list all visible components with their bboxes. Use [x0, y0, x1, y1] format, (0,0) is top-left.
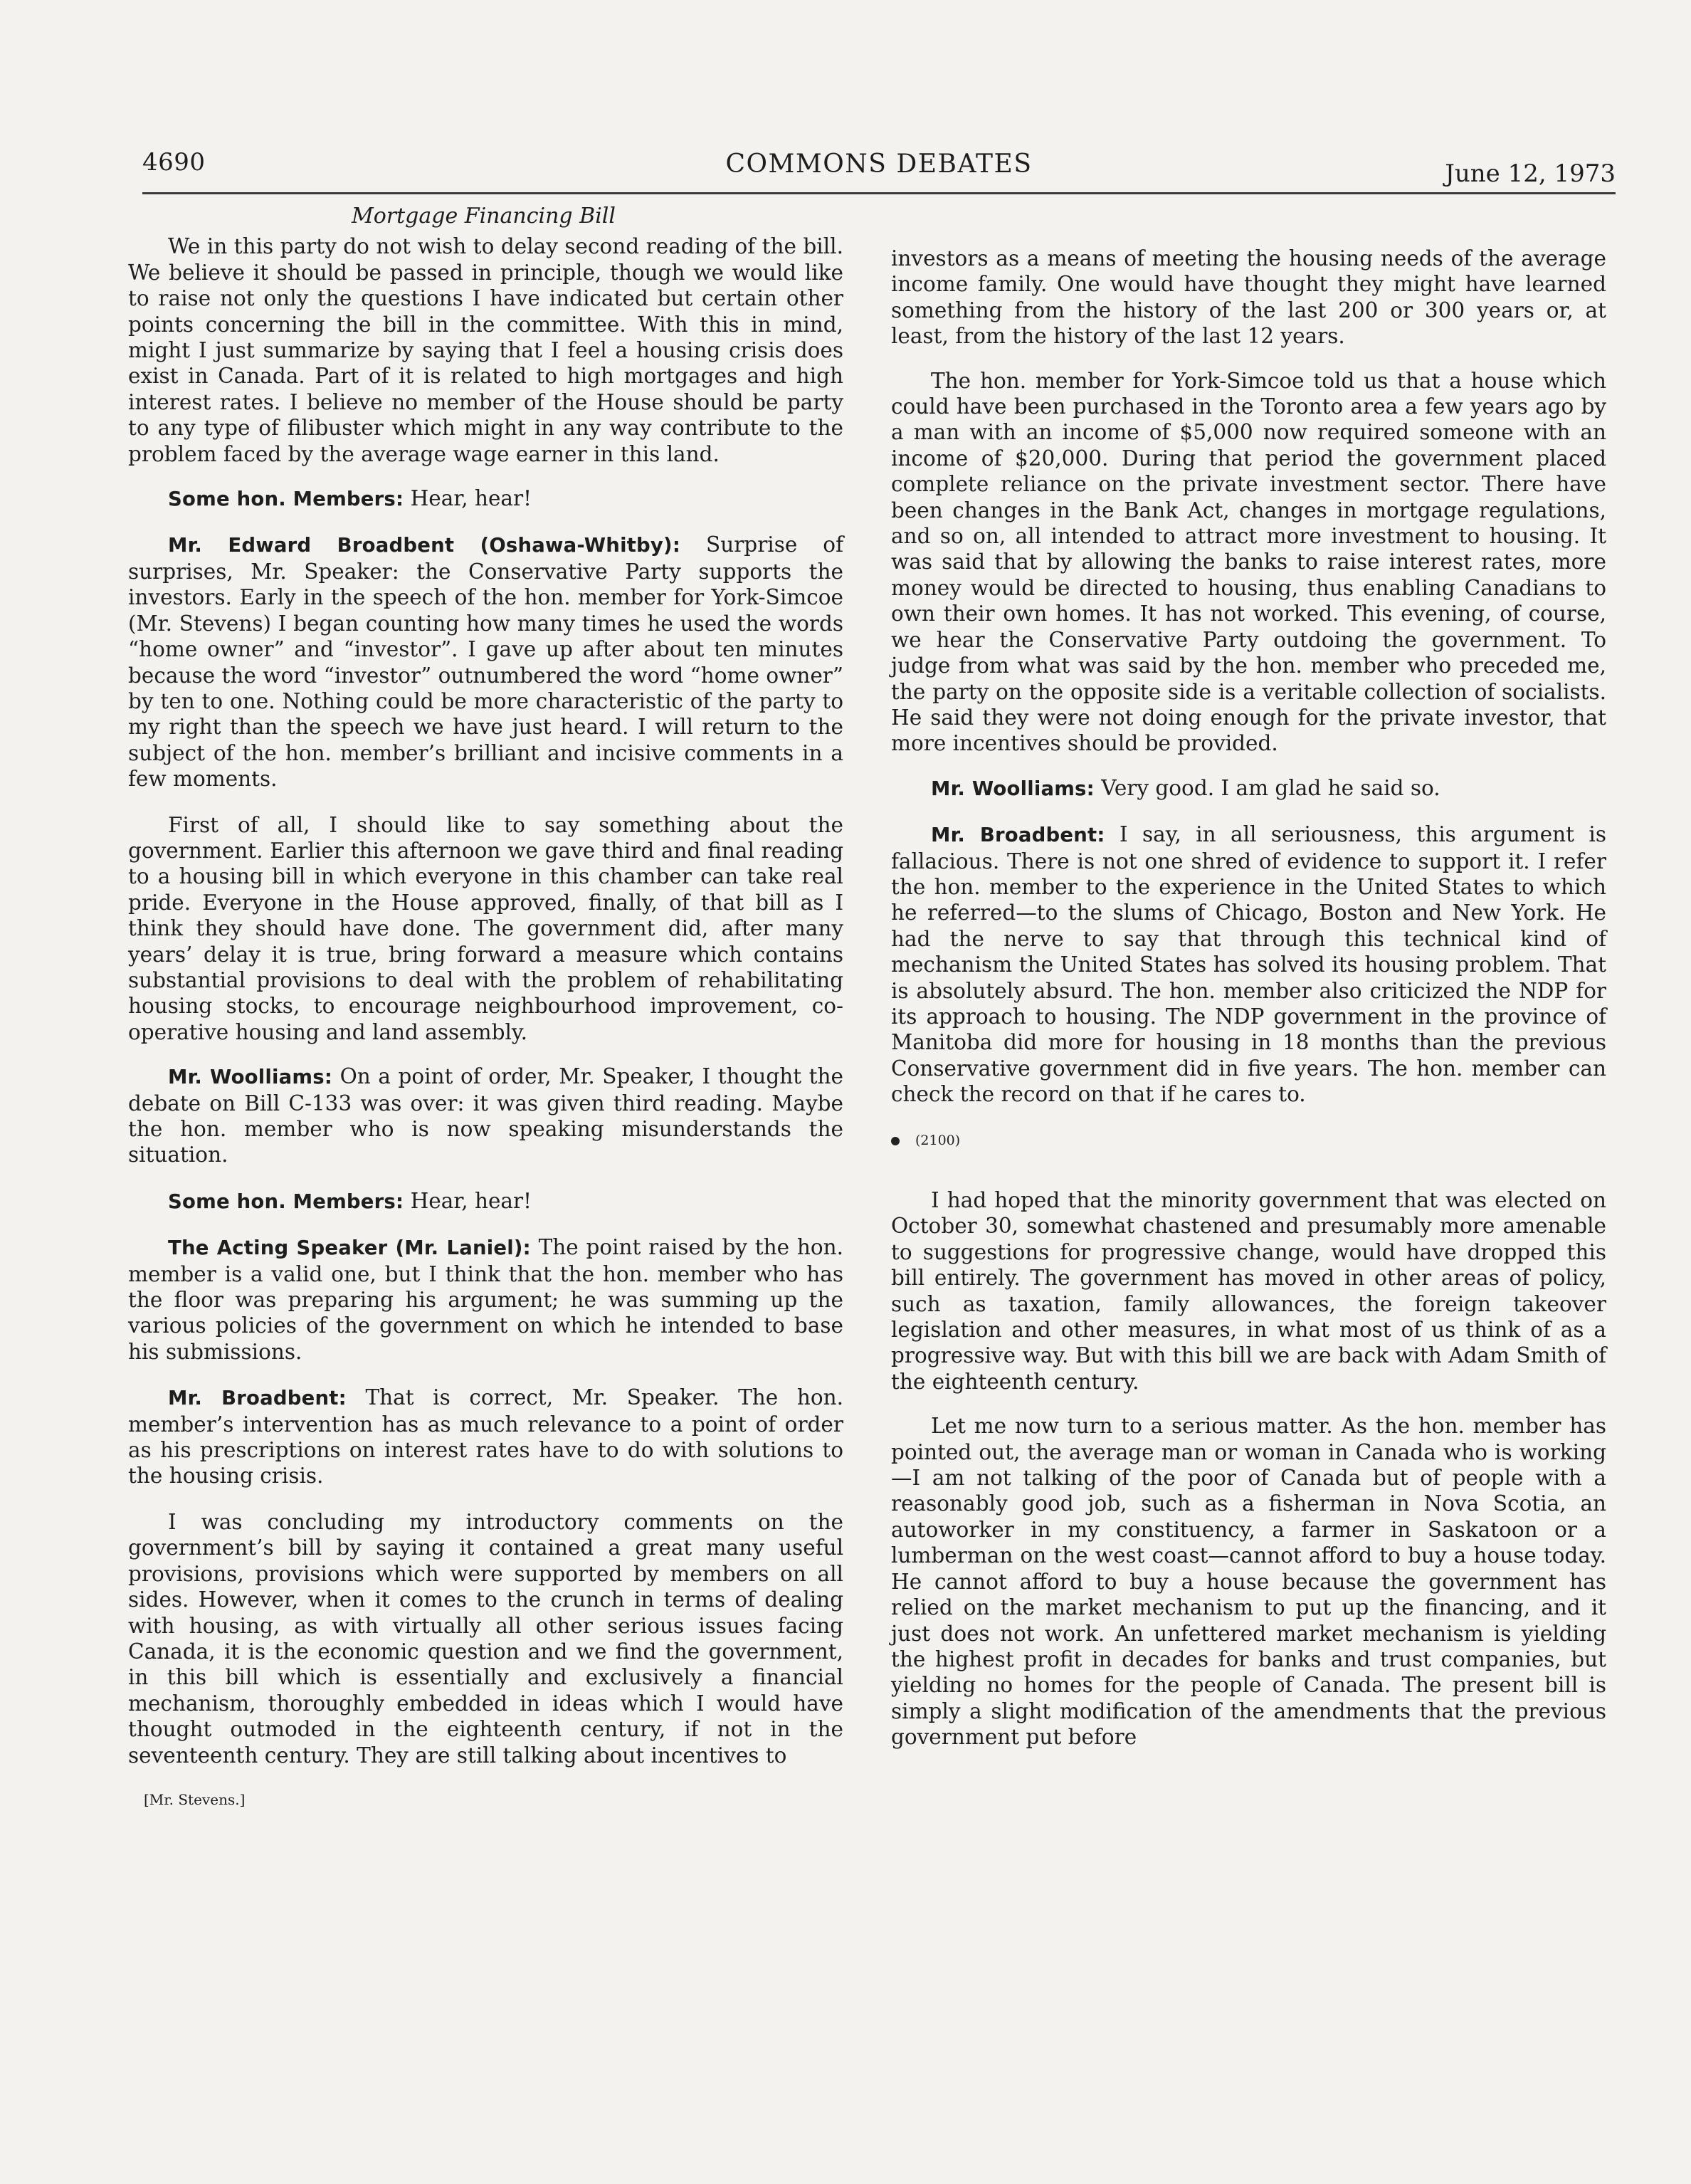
- paragraph-text: Hear, hear!: [410, 1188, 532, 1213]
- speaker-name: Mr. Broadbent:: [931, 824, 1105, 847]
- paragraph: [891, 368, 1606, 757]
- paragraph: [128, 1064, 843, 1168]
- page-header: [142, 142, 1616, 194]
- bullet-icon: [891, 1137, 900, 1145]
- time-stamp-text: (2100): [915, 1132, 961, 1148]
- speaker-name: The Acting Speaker (Mr. Laniel):: [168, 1237, 531, 1260]
- speaker-name: Some hon. Members:: [168, 1190, 404, 1213]
- paragraph: [891, 1413, 1606, 1750]
- paragraph-text: investors as a means of meeting the housing needs of the average income family. One would have thought they might have learned something from the history of the last 200 or 300 years or, at least, from the history of the last 12 years.: [891, 246, 1606, 349]
- speaker-name: Mr. Edward Broadbent (Oshawa-Whitby):: [168, 534, 681, 557]
- paragraph-text: Very good. I am glad he said so.: [1101, 775, 1440, 800]
- paragraph-text: On a point of order, Mr. Speaker, I thought the debate on Bill C-133 was over: it was given third reading. Maybe the hon. member who is now speaking misunderstands the situation.: [128, 1064, 843, 1167]
- time-stamp: [891, 1128, 1606, 1153]
- page-date: June 12, 1973: [1445, 159, 1616, 188]
- paragraph: [128, 812, 843, 1046]
- speaker-name: Mr. Broadbent:: [168, 1387, 347, 1410]
- running-head: COMMONS DEBATES: [725, 149, 1033, 179]
- speaker-name: Some hon. Members:: [168, 488, 404, 511]
- paragraph: [891, 246, 1606, 350]
- paragraph-text: We in this party do not wish to delay second reading of the bill. We believe it should be passed in principle, though we would like to raise not only the questions I have indicated but certain other points concerning the bill in the committee. With this in mind, might I just summarize by saying that I feel a housing crisis does exist in Canada. Part of it is related to high mortgages and high interest rates. I believe no member of the House should be party to any type of filibuster which might in any way contribute to the problem faced by the average wage earner in this land.: [128, 234, 843, 466]
- speaker-footer-note: [Mr. Stevens.]: [144, 1790, 246, 1808]
- paragraph: [128, 532, 843, 792]
- speaker-name: Mr. Woolliams:: [168, 1066, 333, 1089]
- right-column-bottom-paragraphs: [891, 1187, 1606, 1750]
- paragraph: [891, 775, 1606, 802]
- paragraph: [128, 233, 843, 467]
- paragraph-text: First of all, I should like to say something about the government. Earlier this afternoon we gave third and final reading to a housing bill in which everyone in this chamber can take real pride. Everyone in the House approved, finally, of that bill as I think they should have done. The government did, after many years’ delay it is true, bring forward a measure which contains substantial provisions to deal with the problem of rehabilitating housing stocks, to encourage neighbourhood improvement, co-operative housing and land assembly.: [128, 812, 843, 1044]
- paragraph-text: The point raised by the hon. member is a valid one, but I think that the hon. member who has the floor was preparing his argument; he was summing up the various policies of the government on which he intended to base his submissions.: [128, 1235, 843, 1364]
- paragraph-text: The hon. member for York-Simcoe told us that a house which could have been purchased in the Toronto area a few years ago by a man with an income of $5,000 now required someone with an income of $20,000. During that period the government placed complete reliance on the private investment sector. There have been changes in the Bank Act, changes in mortgage regulations, and so on, all intended to attract more investment to housing. It was said that by allowing the banks to raise interest rates, more money would be directed to housing, thus enabling Canadians to own their own homes. It has not worked. This evening, of course, we hear the Conservative Party outdoing the government. To judge from what was said by the hon. member who preceded me, the party on the opposite side is a veritable collection of socialists. He said they were not doing enough for the private investor, that more incentives should be provided.: [891, 368, 1606, 756]
- paragraph: [891, 1187, 1606, 1395]
- paragraph: [128, 1509, 843, 1768]
- right-column: [891, 246, 1606, 1769]
- paragraph: [128, 1188, 843, 1214]
- paragraph-text: That is correct, Mr. Speaker. The hon. member’s intervention has as much relevance to a point of order as his prescriptions on interest rates have to do with solutions to the housing crisis.: [128, 1385, 844, 1489]
- page-number: 4690: [142, 148, 206, 177]
- paragraph: [128, 1234, 843, 1365]
- paragraph-text: Surprise of surprises, Mr. Speaker: the Conservative Party supports the investors. Early in the speech of the hon. member for York-Simcoe (Mr. Stevens) I began counting how many times he used the words “home owner” and “investor”. I gave up after about ten minutes because the word “investor” outnumbered the word “home owner” by ten to one. Nothing could be more characteristic of the party to my right than the speech we have just heard. I will return to the subject of the hon. member’s brilliant and incisive comments in a few moments.: [128, 532, 843, 792]
- paragraph-text: Hear, hear!: [410, 486, 532, 511]
- paragraph-text: I had hoped that the minority government that was elected on October 30, somewhat chastened and presumably more amenable to suggestions for progressive change, would have dropped this bill entirely. The government has moved in other areas of policy, such as taxation, family allowances, the foreign takeover legislation and other measures, in what most of us think of as a progressive way. But with this bill we are back with Adam Smith of the eighteenth century.: [891, 1188, 1606, 1394]
- paragraph-text: Let me now turn to a serious matter. As the hon. member has pointed out, the average man or woman in Canada who is working—I am not talking of the poor of Canada but of people with a reasonably good job, such as a fisherman in Nova Scotia, an autoworker in my constituency, a farmer in Saskatoon or a lumberman on the west coast—cannot afford to buy a house today. He cannot afford to buy a house because the government has relied on the market mechanism to put up the financing, and it just does not work. An unfettered market mechanism is yielding the highest profit in decades for banks and trust companies, but yielding no homes for the people of Canada. The present bill is simply a slight modification of the amendments that the previous government put before: [891, 1414, 1606, 1750]
- speaker-name: Mr. Woolliams:: [931, 777, 1095, 800]
- paragraph: [128, 485, 843, 512]
- left-column: [128, 204, 843, 1812]
- paragraph-text: I was concluding my introductory comments on the government’s bill by saying it contained a great many useful provisions, provisions which were supported by members on all sides. However, when it comes to the crunch in terms of dealing with housing, as with virtually all other serious issues facing Canada, it is the economic question and we find the government, in this bill which is essentially and exclusively a financial mechanism, thoroughly embedded in ideas which I would have thought outmoded in the eighteenth century, if not in the seventeenth century. They are still talking about incentives to: [128, 1509, 843, 1768]
- section-title: Mortgage Financing Bill: [352, 204, 616, 229]
- paragraph: [128, 1385, 843, 1489]
- paragraph: [891, 821, 1606, 1107]
- paragraph-text: I say, in all seriousness, this argument is fallacious. There is not one shred of evidence to support it. I refer the hon. member to the experience in the United States to which he referred—to the slums of Chicago, Boston and New York. He had the nerve to say that through this technical kind of mechanism the United States has solved its housing problem. That is absolutely absurd. The hon. member also criticized the NDP for its approach to housing. The NDP government in the province of Manitoba did more for housing in 18 months than the previous Conservative government did in five years. The hon. member can check the record on that if he cares to.: [891, 822, 1606, 1107]
- right-column-top-paragraphs: [891, 246, 1606, 1108]
- left-column-paragraphs: [128, 233, 843, 1768]
